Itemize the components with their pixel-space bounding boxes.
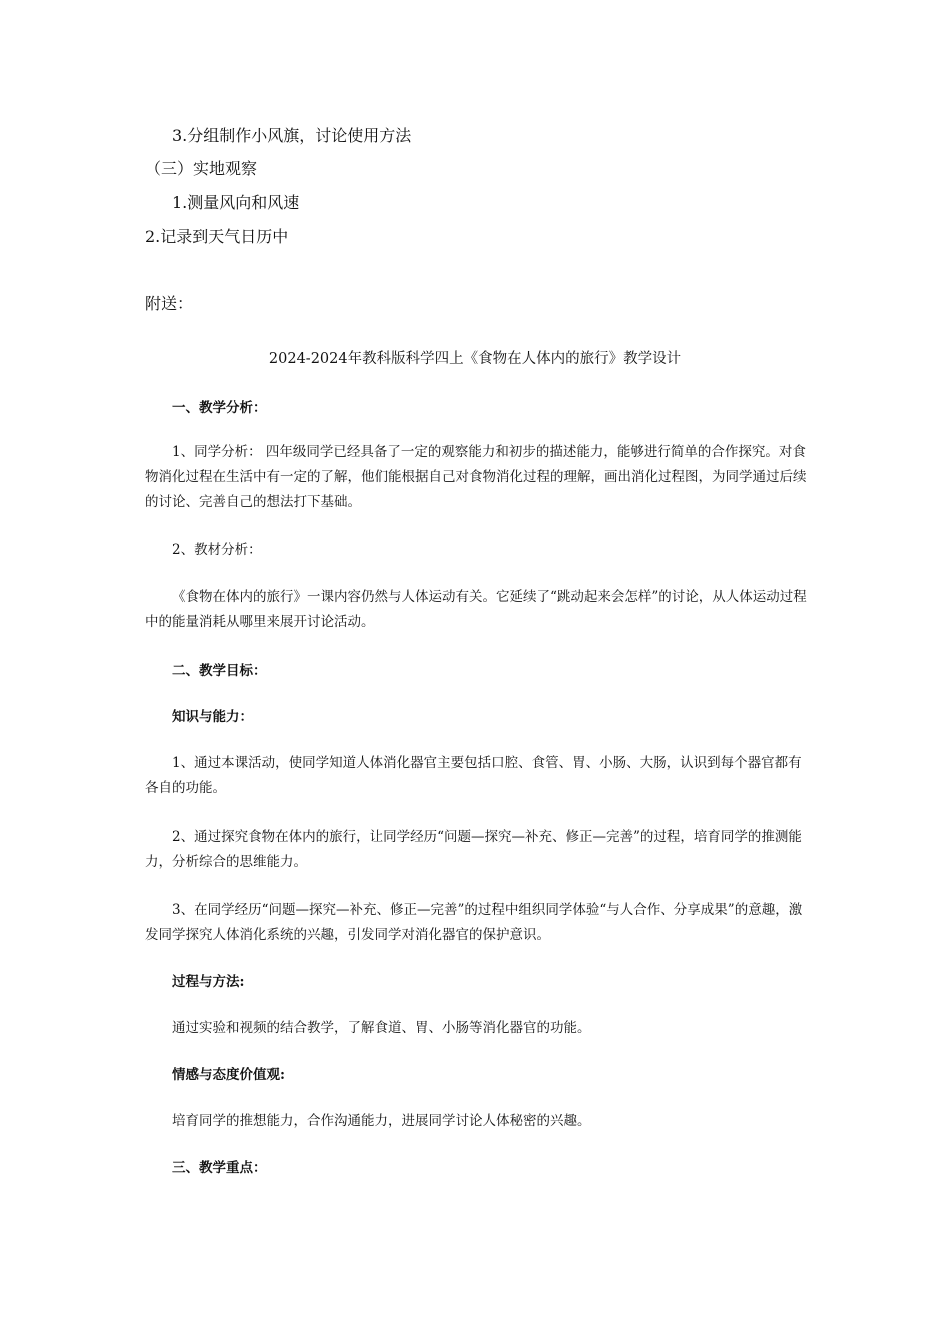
key-points-heading: 三、教学重点：: [172, 1160, 267, 1176]
goal-2-paragraph: 2、通过探究食物在体内的旅行，让同学经历“问题—探究—补充、修正—完善”的过程，培育同学的推测能力，分析综合的思维能力。: [145, 829, 802, 870]
material-analysis-paragraph: 《食物在体内的旅行》一课内容仍然与人体运动有关。它延续了“跳动起来会怎样”的讨论，从人体运动过程中的能量消耗从哪里来展开讨论活动。: [145, 589, 807, 630]
material-analysis-heading: 2、教材分析：: [172, 542, 262, 558]
step-1-text: 1.测量风向和风速: [172, 193, 300, 212]
document-title: 2024-2024年教科版科学四上《食物在人体内的旅行》教学设计: [268, 351, 682, 367]
section-3-heading: （三）实地观察: [145, 159, 258, 178]
attitude-values-text: 培育同学的推想能力，合作沟通能力，进展同学讨论人体秘密的兴趣。: [172, 1113, 591, 1129]
process-method-heading: 过程与方法:: [172, 974, 245, 990]
attitude-values-heading: 情感与态度价值观:: [172, 1067, 285, 1083]
teaching-analysis-heading: 一、教学分析：: [172, 400, 267, 416]
appendix-label: 附送：: [145, 294, 194, 313]
step-2-text: 2.记录到天气日历中: [145, 227, 289, 246]
teaching-goals-heading: 二、教学目标：: [172, 663, 267, 679]
knowledge-ability-heading: 知识与能力：: [172, 709, 253, 725]
goal-1-paragraph: 1、通过本课活动，使同学知道人体消化器官主要包括口腔、食管、胃、小肠、大肠，认识到每个器官都有各自的功能。: [145, 755, 802, 796]
goal-3-paragraph: 3、在同学经历“问题—探究—补充、修正—完善”的过程中组织同学体验“与人合作、分享成果”的意趣，激发同学探究人体消化系统的兴趣，引发同学对消化器官的保护意识。: [145, 902, 803, 943]
process-method-text: 通过实验和视频的结合教学，了解食道、胃、小肠等消化器官的功能。: [172, 1020, 591, 1036]
step-3-text: 3.分组制作小风旗，讨论使用方法: [172, 126, 412, 145]
student-analysis-paragraph: 1、同学分析： 四年级同学已经具备了一定的观察能力和初步的描述能力，能够进行简单的合作探究。对食物消化过程在生活中有一定的了解，他们能根据自己对食物消化过程的理解，画出消化过程图，为同学通过后续的讨论、完善自己的想法打下基础。: [145, 444, 807, 510]
